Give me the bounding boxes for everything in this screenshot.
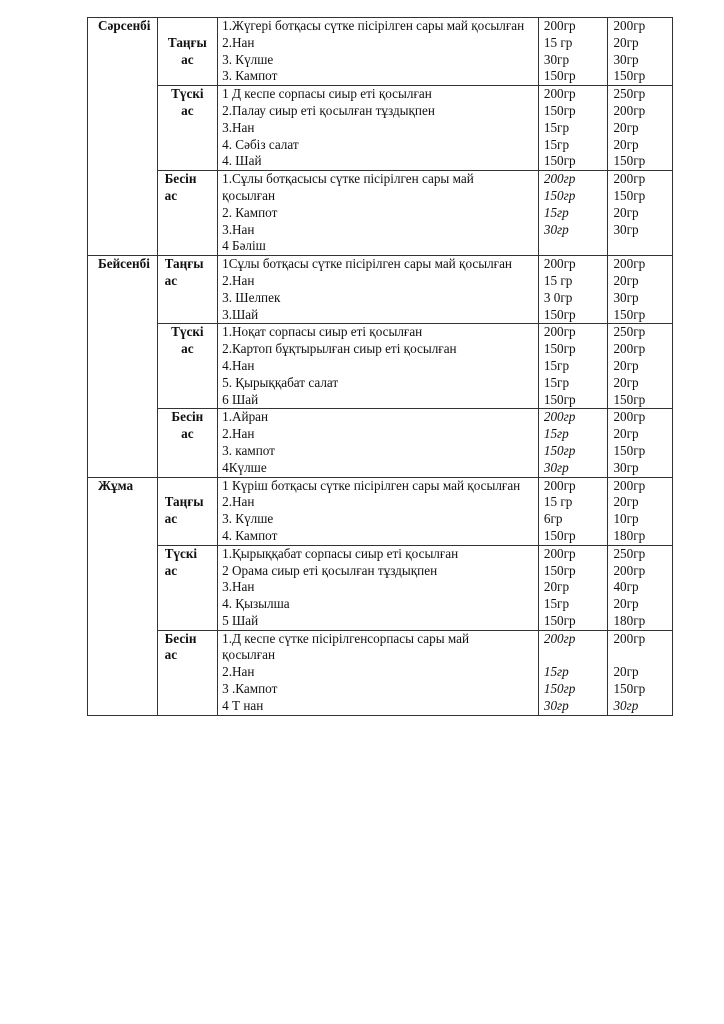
quantity: 150гр — [613, 68, 646, 84]
meal-label: Таңғы — [164, 494, 204, 510]
quantity: 30гр — [543, 221, 569, 237]
quantity: 15 гр — [543, 34, 573, 50]
quantity: 150гр — [543, 612, 576, 628]
meal-cell — [157, 477, 218, 545]
dish-item: 3.Нан — [222, 119, 255, 135]
day-cell — [88, 18, 158, 256]
dish-list — [218, 18, 539, 86]
meal-label: Түскі — [164, 545, 198, 561]
quantity: 20гр — [613, 119, 639, 135]
quantity: 20гр — [613, 272, 639, 288]
quantity — [613, 647, 672, 664]
quantity: 30гр — [613, 221, 639, 237]
quantity: 15гр — [543, 374, 570, 390]
quantity-list — [608, 477, 673, 545]
quantity: 200гр — [613, 256, 646, 272]
dish-item: 4. Кампот — [222, 527, 278, 543]
quantity: 30гр — [543, 459, 569, 475]
dish-item: 3.Шай — [222, 306, 259, 322]
table-row — [88, 171, 673, 256]
meal-label: ас — [164, 647, 178, 663]
dish-item: 2.Нан — [222, 426, 255, 442]
quantity: 20гр — [613, 664, 639, 680]
quantity: 10гр — [613, 511, 639, 527]
dish-item: 1.Д кеспе сүтке пісірілгенсорпасы сары май — [222, 630, 470, 646]
quantity: 150гр — [613, 391, 646, 407]
quantity-list — [608, 18, 673, 86]
dish-list — [218, 630, 539, 715]
dish-item: 3.Нан — [222, 221, 255, 237]
quantity: 150гр — [543, 153, 576, 169]
quantity: 15гр — [543, 426, 569, 442]
quantity: 150гр — [613, 681, 646, 697]
quantity: 200гр — [543, 324, 576, 340]
dish-item: 1.Айран — [222, 409, 269, 425]
quantity: 20гр — [613, 34, 639, 50]
day-name: Жұма — [98, 477, 134, 493]
dish-item: 1.Жүгері ботқасы сүтке пісірілген сары май қосылған — [222, 18, 525, 33]
dish-list — [218, 86, 539, 171]
quantity: 200гр — [613, 171, 646, 187]
dish-item: 4. Сәбіз салат — [222, 136, 299, 152]
quantity-list — [608, 409, 673, 477]
quantity-list — [538, 171, 608, 256]
quantity: 200гр — [543, 630, 576, 646]
table-row — [88, 477, 673, 545]
quantity: 250гр — [613, 86, 646, 102]
meal-label: Түскі — [171, 86, 204, 102]
dish-list — [218, 171, 539, 256]
quantity-list — [538, 409, 608, 477]
quantity: 30гр — [613, 51, 639, 67]
quantity: 150гр — [543, 102, 576, 118]
quantity: 20гр — [543, 579, 570, 595]
quantity: 30гр — [613, 289, 639, 305]
meal-label: ас — [181, 426, 194, 442]
quantity-list — [538, 630, 608, 715]
quantity: 200гр — [543, 256, 576, 272]
meal-cell — [157, 324, 218, 409]
dish-item: 3. Күлше — [222, 511, 274, 527]
dish-item: 4.Нан — [222, 357, 255, 373]
quantity: 150гр — [543, 341, 576, 357]
dish-item: 5 Шай — [222, 612, 259, 628]
quantity: 150гр — [543, 306, 576, 322]
dish-item: 1 Д кеспе сорпасы сиыр еті қосылған — [222, 86, 432, 102]
dish-item: 3. Күлше — [222, 51, 274, 67]
dish-item: 3. Шелпек — [222, 289, 281, 305]
dish-item: қосылған — [222, 647, 276, 663]
dish-item: 2. Кампот — [222, 204, 278, 220]
quantity: 250гр — [613, 324, 646, 340]
quantity: 30гр — [613, 459, 639, 475]
meal-label: ас — [164, 562, 178, 578]
quantity-list — [608, 256, 673, 324]
quantity-list — [608, 171, 673, 256]
dish-item: 4Күлше — [222, 459, 267, 475]
meal-label: ас — [181, 102, 194, 118]
quantity: 15 гр — [543, 272, 573, 288]
quantity: 20гр — [613, 374, 639, 390]
quantity: 200гр — [613, 630, 646, 646]
quantity: 150гр — [613, 153, 646, 169]
quantity: 200гр — [613, 562, 646, 578]
meal-label: ас — [181, 51, 194, 67]
quantity: 20гр — [613, 136, 639, 152]
quantity: 200гр — [543, 171, 576, 187]
quantity-list — [538, 86, 608, 171]
table-row — [88, 630, 673, 715]
dish-item: 3.Нан — [222, 579, 255, 595]
quantity: 150гр — [543, 681, 576, 697]
dish-item: 4. Қызылша — [222, 596, 290, 612]
dish-item: 3. Кампот — [222, 68, 278, 84]
quantity: 15гр — [543, 136, 570, 152]
dish-item: 4 Бәліш — [222, 238, 266, 254]
dish-item: 2.Нан — [222, 34, 255, 50]
meal-label: ас — [164, 187, 178, 203]
quantity — [544, 647, 608, 664]
meal-cell — [157, 86, 218, 171]
quantity-list — [608, 545, 673, 630]
quantity: 6гр — [543, 511, 563, 527]
quantity-list — [608, 86, 673, 171]
dish-item: 3. кампот — [222, 442, 275, 458]
meal-cell — [157, 409, 218, 477]
quantity: 200гр — [543, 477, 576, 493]
meal-cell — [157, 171, 218, 256]
meal-label: Түскі — [171, 324, 204, 340]
quantity-list — [538, 256, 608, 324]
quantity: 150гр — [543, 187, 576, 203]
table-row — [88, 256, 673, 324]
quantity: 180гр — [613, 612, 646, 628]
dish-item: қосылған — [222, 187, 276, 203]
quantity: 30гр — [613, 697, 639, 713]
quantity: 15гр — [543, 119, 570, 135]
dish-item: 6 Шай — [222, 391, 259, 407]
quantity: 180гр — [613, 527, 646, 543]
quantity: 20гр — [613, 596, 639, 612]
quantity: 200гр — [613, 477, 646, 493]
quantity: 250гр — [613, 545, 646, 561]
table-row — [88, 18, 673, 86]
meal-cell — [157, 18, 218, 86]
quantity-list — [538, 18, 608, 86]
quantity: 20гр — [613, 426, 639, 442]
table-row — [88, 324, 673, 409]
meal-cell — [157, 630, 218, 715]
meal-label: ас — [181, 341, 194, 357]
menu-table — [87, 17, 673, 716]
dish-item: 2.Нан — [222, 272, 255, 288]
dish-item: 2.Нан — [222, 664, 255, 680]
quantity-list — [538, 477, 608, 545]
quantity: 20гр — [613, 494, 639, 510]
quantity: 200гр — [543, 86, 576, 102]
day-cell — [88, 256, 158, 477]
dish-item: 2 Орама сиыр еті қосылған тұздықпен — [222, 562, 438, 578]
quantity: 15 гр — [543, 494, 573, 510]
dish-item: 3 .Кампот — [222, 681, 278, 697]
day-name: Сәрсенбі — [98, 18, 151, 33]
dish-item: 4. Шай — [222, 153, 262, 169]
quantity-list — [538, 545, 608, 630]
dish-item: 1 Күріш ботқасы сүтке пісірілген сары май қосылған — [222, 477, 521, 493]
quantity: 20гр — [613, 357, 639, 373]
meal-label: ас — [164, 272, 178, 288]
quantity: 150гр — [613, 187, 646, 203]
dish-item: 1.Ноқат сорпасы сиыр еті қосылған — [222, 324, 423, 340]
dish-item: 2.Нан — [222, 494, 255, 510]
dish-item: 2.Картоп бұқтырылған сиыр еті қосылған — [222, 341, 457, 357]
quantity: 200гр — [613, 18, 646, 33]
dish-list — [218, 256, 539, 324]
quantity-list — [608, 324, 673, 409]
quantity: 20гр — [613, 204, 639, 220]
quantity: 150гр — [543, 527, 576, 543]
quantity: 200гр — [543, 409, 576, 425]
meal-label: Бесін — [164, 630, 197, 646]
quantity: 200гр — [613, 341, 646, 357]
quantity: 200гр — [613, 409, 646, 425]
dish-item: 5. Қырыққабат салат — [222, 374, 339, 390]
dish-list — [218, 409, 539, 477]
quantity: 30гр — [543, 51, 570, 67]
quantity: 200гр — [543, 18, 576, 33]
quantity: 3 0гр — [543, 289, 573, 305]
dish-list — [218, 545, 539, 630]
dish-item: 1.Сұлы ботқасысы сүтке пісірілген сары май — [222, 171, 474, 187]
quantity: 15гр — [543, 596, 570, 612]
meal-label: Таңғы — [167, 34, 207, 50]
day-name: Бейсенбі — [98, 256, 150, 272]
dish-item: 4 Т нан — [222, 697, 264, 713]
quantity: 150гр — [543, 562, 576, 578]
meal-label: ас — [164, 511, 178, 527]
table-row — [88, 86, 673, 171]
quantity: 150гр — [543, 442, 576, 458]
table-row — [88, 409, 673, 477]
quantity: 40гр — [613, 579, 639, 595]
quantity: 30гр — [543, 697, 569, 713]
dish-list — [218, 477, 539, 545]
quantity: 150гр — [613, 442, 646, 458]
quantity: 150гр — [543, 391, 576, 407]
quantity: 200гр — [613, 102, 646, 118]
quantity-list — [538, 324, 608, 409]
quantity: 15гр — [543, 204, 569, 220]
meal-label: Таңғы — [164, 256, 204, 272]
table-row — [88, 545, 673, 630]
dish-item: 2.Палау сиыр еті қосылған тұздықпен — [222, 102, 435, 118]
meal-label: Бесін — [171, 409, 204, 425]
quantity: 200гр — [543, 545, 576, 561]
quantity-list — [608, 630, 673, 715]
day-cell — [88, 477, 158, 715]
meal-label: Бесін — [164, 171, 197, 187]
dish-item: 1Сұлы ботқасы сүтке пісірілген сары май қосылған — [222, 256, 512, 272]
quantity: 150гр — [543, 68, 576, 84]
meal-cell — [157, 545, 218, 630]
dish-item: 1.Қырыққабат сорпасы сиыр еті қосылған — [222, 545, 459, 561]
dish-list — [218, 324, 539, 409]
meal-cell — [157, 256, 218, 324]
quantity: 15гр — [543, 357, 570, 373]
quantity: 150гр — [613, 306, 646, 322]
quantity: 15гр — [543, 664, 569, 680]
